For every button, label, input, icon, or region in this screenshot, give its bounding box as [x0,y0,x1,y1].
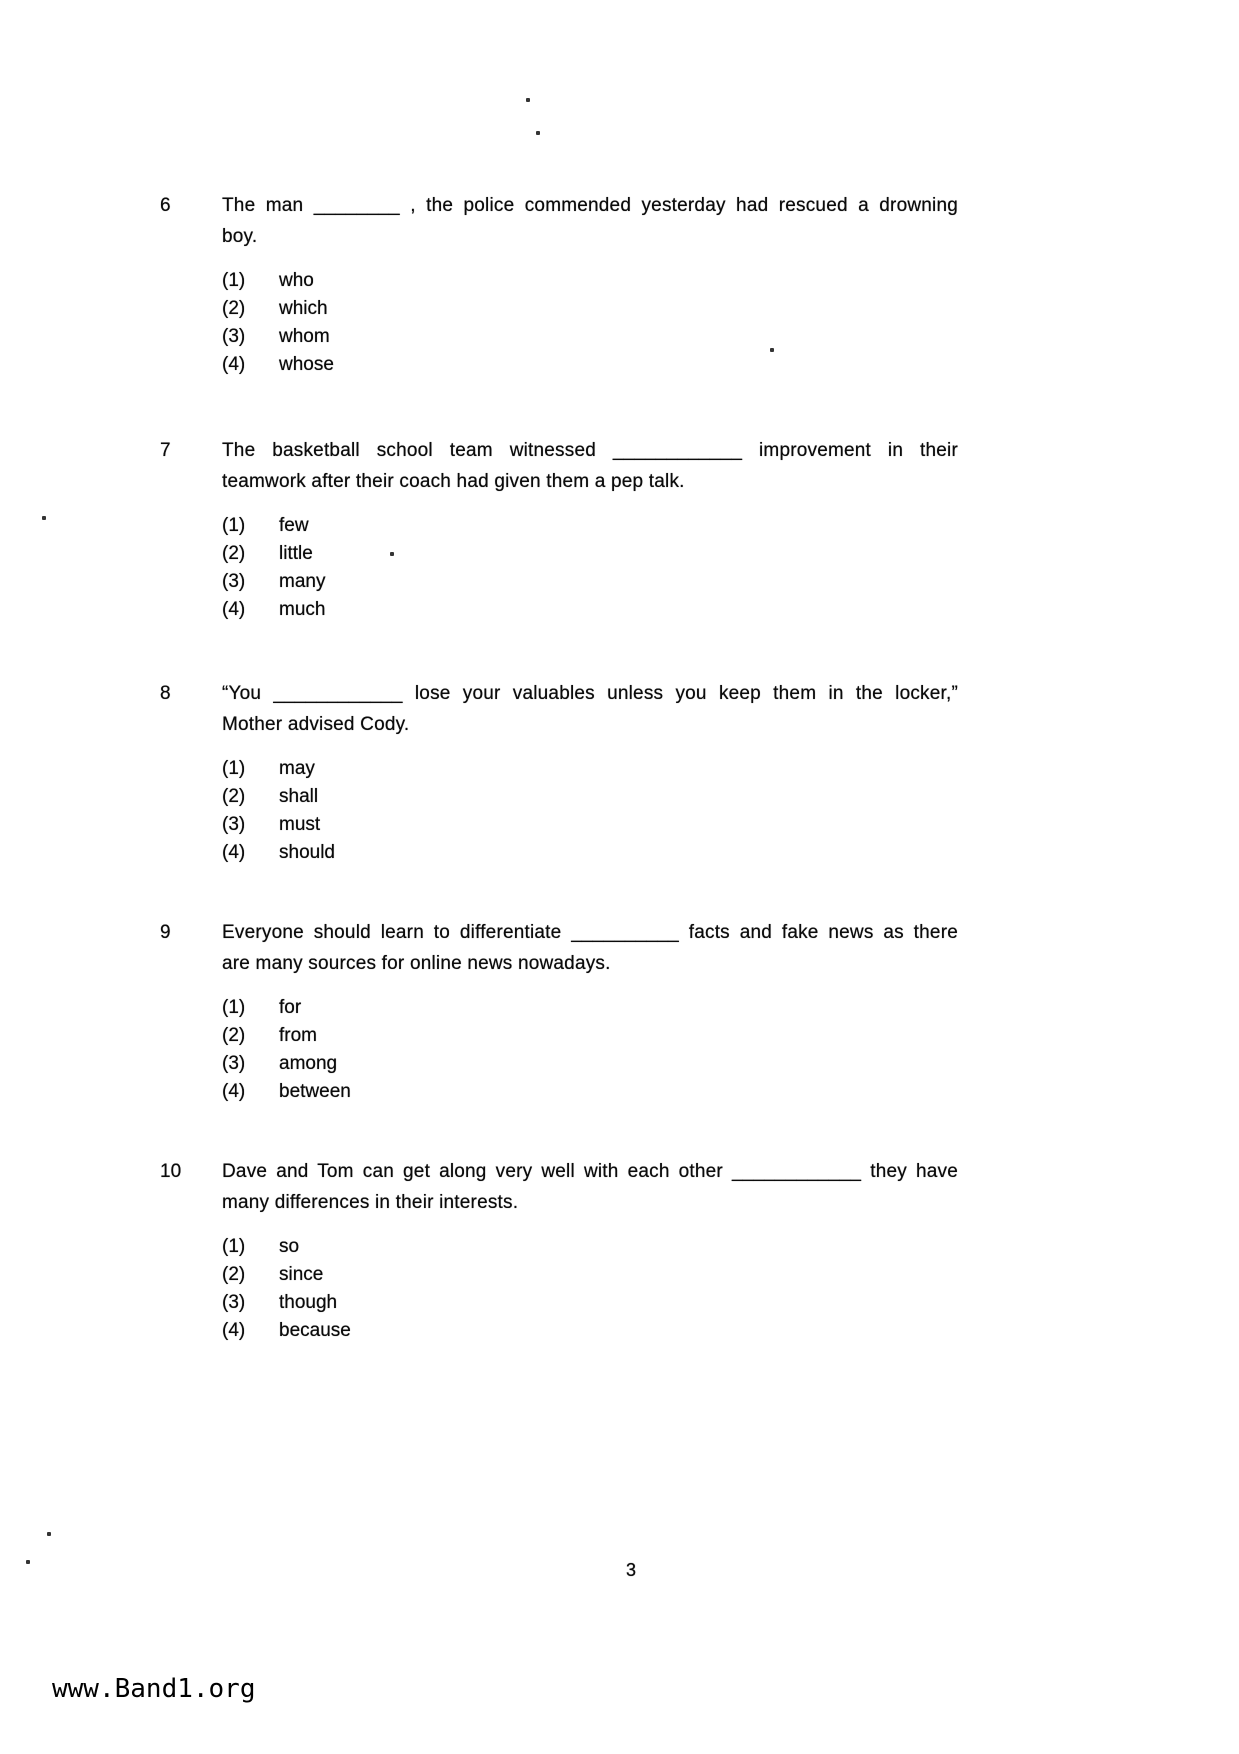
option-row [222,1233,958,1261]
option-list [222,994,958,1106]
option-row [222,568,958,596]
scan-speck [536,131,540,135]
question-body [222,435,958,624]
option-row [222,1261,958,1289]
question-text-line: Everyone should learn to differentiate __________ facts and fake news as there [222,922,958,943]
option-number: (1) [222,758,246,779]
option-number: (2) [222,786,246,807]
option-number: (3) [222,571,246,592]
question-body [222,917,958,1106]
footer-watermark-url: www.Band1.org [52,1674,256,1704]
option-list [222,267,958,379]
option-list [222,512,958,624]
option-row [222,1289,958,1317]
option-number: (4) [222,1081,246,1102]
option-text: few [279,515,309,536]
scan-speck [42,516,46,520]
option-row [222,1317,958,1345]
question-9 [160,917,960,1106]
option-row [222,1050,958,1078]
question-10 [160,1156,960,1345]
option-text: may [279,758,315,779]
option-number: (3) [222,1053,246,1074]
question-text-line: teamwork after their coach had given them a pep talk. [222,471,685,492]
question-7 [160,435,960,624]
option-text: whom [279,326,330,347]
scan-speck [390,552,394,556]
option-text: so [279,1236,300,1257]
option-number: (3) [222,814,246,835]
option-row [222,596,958,624]
option-text: which [279,298,328,319]
option-row [222,1078,958,1106]
option-text: for [279,997,302,1018]
question-body [222,190,958,379]
option-row [222,1022,958,1050]
option-number: (1) [222,1236,246,1257]
question-text-line: The man ________ , the police commended yesterday had rescued a drowning [222,195,958,216]
option-row [222,839,958,867]
question-text-line: boy. [222,226,258,247]
option-number: (4) [222,1320,246,1341]
scan-speck [26,1560,30,1564]
option-text: between [279,1081,351,1102]
question-number: 10 [160,1161,182,1182]
option-number: (4) [222,599,246,620]
option-text: who [279,270,314,291]
question-text-line: are many sources for online news nowadays. [222,953,611,974]
option-text: must [279,814,321,835]
option-text: because [279,1320,351,1341]
page-number: 3 [626,1560,637,1580]
option-number: (4) [222,842,246,863]
option-row [222,811,958,839]
question-body [222,678,958,867]
option-number: (4) [222,354,246,375]
option-row [222,755,958,783]
option-text: from [279,1025,317,1046]
option-number: (2) [222,1264,246,1285]
option-number: (1) [222,997,246,1018]
question-number: 8 [160,683,171,704]
option-text: should [279,842,335,863]
option-text: though [279,1292,338,1313]
question-text-line: Dave and Tom can get along very well with each other ____________ they have [222,1161,958,1182]
scan-speck [47,1532,51,1536]
option-row [222,994,958,1022]
question-text-line: many differences in their interests. [222,1192,519,1213]
question-text-line: Mother advised Cody. [222,714,410,735]
option-number: (3) [222,326,246,347]
question-number: 9 [160,922,171,943]
option-text: shall [279,786,319,807]
question-text-line: “You ____________ lose your valuables unless you keep them in the locker,” [222,683,958,704]
option-row [222,267,958,295]
option-text: little [279,543,313,564]
option-list [222,755,958,867]
question-6 [160,190,960,379]
option-text: since [279,1264,324,1285]
option-number: (1) [222,270,246,291]
scan-speck [770,348,774,352]
question-number: 7 [160,440,171,461]
question-number: 6 [160,195,171,216]
option-text: whose [279,354,334,375]
option-row [222,540,958,568]
question-text-line: The basketball school team witnessed ____________ improvement in their [222,440,958,461]
scan-speck [526,98,530,102]
question-8 [160,678,960,867]
question-body [222,1156,958,1345]
option-number: (2) [222,543,246,564]
option-row [222,512,958,540]
option-number: (2) [222,1025,246,1046]
option-text: much [279,599,326,620]
option-number: (3) [222,1292,246,1313]
option-number: (2) [222,298,246,319]
option-row [222,351,958,379]
option-list [222,1233,958,1345]
option-number: (1) [222,515,246,536]
option-row [222,295,958,323]
option-row [222,323,958,351]
option-text: among [279,1053,338,1074]
option-row [222,783,958,811]
option-text: many [279,571,326,592]
